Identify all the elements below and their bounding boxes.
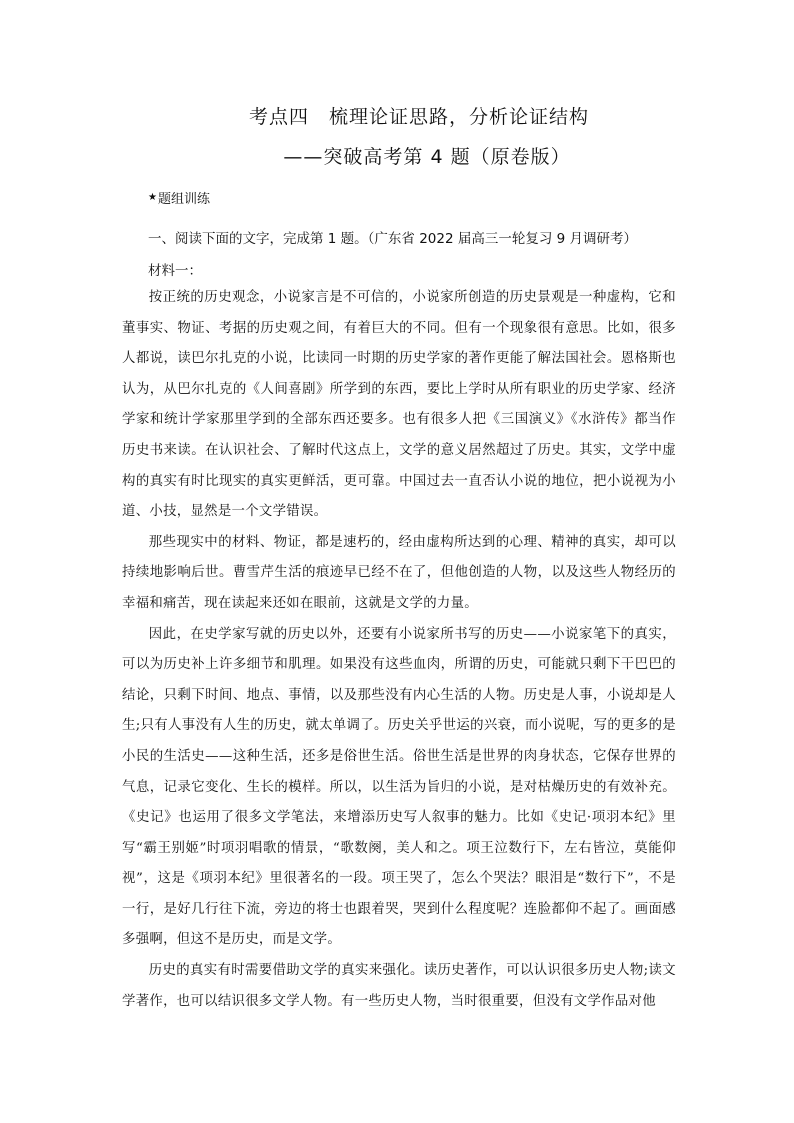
page-subtitle: ——突破高考第 4 题（原卷版）: [283, 146, 571, 168]
article-body: [122, 283, 676, 1017]
star-icon: ★: [148, 192, 157, 203]
paragraph: 因此，在史学家写就的历史以外，还要有小说家所书写的历史——小说家笔下的真实，可以为历史补上许多细节和肌理。如果没有这些血肉，所谓的历史，可能就只剩下干巴巴的结论，只剩下时间、地点、事情，以及那些没有内心生活的人物。历史是人事，小说却是人生;只有人事没有人生的历史，就太单调了。历史关乎世运的兴衰，而小说呢，写的更多的是小民的生活史——这种生活，还多是俗世生活。俗世生活是世界的肉身状态，它保存世界的气息，记录它变化、生长的模样。所以，以生活为旨归的小说，是对枯燥历史的有效补充。《史记》也运用了很多文学笔法，来增添历史写人叙事的魅力。比如《史记·项羽本纪》里写“霸王别姬”时项羽唱歌的情景，“歌数阕，美人和之。项王泣数行下，左右皆泣，莫能仰视”，这是《项羽本纪》里很著名的一段。项王哭了，怎么个哭法？眼泪是“数行下”，不是一行，是好几行往下流，旁边的将士也跟着哭，哭到什么程度呢？连脸都仰不起了。画面感多强啊，但这不是历史，而是文学。: [122, 626, 676, 948]
question-intro: 一、阅读下面的文字，完成第 1 题。（广东省 2022 届高三一轮复习 9 月调研考）: [148, 231, 638, 247]
section-heading-label: 题组训练: [157, 192, 210, 207]
paragraph: 历史的真实有时需要借助文学的真实来强化。读历史著作，可以认识很多历史人物;读文学著作，也可以结识很多文学人物。有一些历史人物，当时很重要，但没有文学作品对他: [122, 963, 676, 1009]
section-heading: [148, 188, 210, 207]
title-block: [0, 100, 794, 174]
paragraph: 那些现实中的材料、物证，都是速朽的，经由虚构所达到的心理、精神的真实，却可以持续地影响后世。曹雪芹生活的痕迹早已经不在了，但他创造的人物，以及这些人物经历的幸福和痛苦，现在读起来还如在眼前，这就是文学的力量。: [122, 534, 676, 611]
page-title: 考点四 梳理论证思路，分析论证结构: [248, 106, 589, 128]
paragraph: 按正统的历史观念，小说家言是不可信的，小说家所创造的历史景观是一种虚构，它和董事实、物证、考据的历史观之间，有着巨大的不同。但有一个现象很有意思。比如，很多人都说，读巴尔扎克的小说，比读同一时期的历史学家的著作更能了解法国社会。恩格斯也认为，从巴尔扎克的《人间喜剧》所学到的东西，要比上学时从所有职业的历史学家、经济学家和统计学家那里学到的全部东西还要多。也有很多人把《三国演义》《水浒传》都当作历史书来读。在认识社会、了解时代这点上，文学的意义居然超过了历史。其实，文学中虚构的真实有时比现实的真实更鲜活，更可靠。中国过去一直否认小说的地位，把小说视为小道、小技，显然是一个文学错误。: [122, 290, 676, 520]
material-label: 材料一：: [148, 263, 202, 279]
